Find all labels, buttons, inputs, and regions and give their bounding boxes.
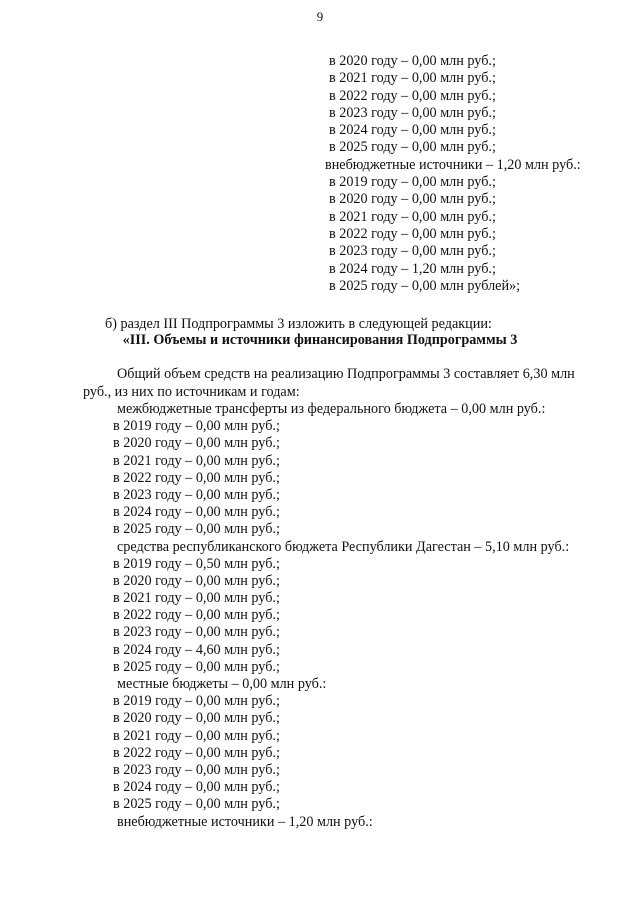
intro-line-1: Общий объем средств на реализацию Подпрограммы 3 составляет 6,30 млн <box>117 366 575 382</box>
list-item: в 2022 году – 0,00 млн руб.; <box>113 744 280 761</box>
list-item: в 2025 году – 0,00 млн руб.; <box>329 139 496 156</box>
list-item: в 2020 году – 0,00 млн руб.; <box>113 435 280 452</box>
list-item: в 2020 году – 0,00 млн руб.; <box>113 572 280 589</box>
section-b-instruction: б) раздел III Подпрограммы 3 изложить в следующей редакции: <box>105 316 492 332</box>
list-item: в 2021 году – 0,00 млн руб.; <box>113 452 280 469</box>
list-item: в 2024 году – 1,20 млн руб.; <box>329 260 496 277</box>
list-item: в 2023 году – 0,00 млн руб.; <box>329 104 496 121</box>
local-heading: местные бюджеты – 0,00 млн руб.: <box>117 676 327 692</box>
list-item: в 2022 году – 0,00 млн руб.; <box>113 469 280 486</box>
list-item: в 2021 году – 0,00 млн руб.; <box>113 727 280 744</box>
funding-blocks <box>113 401 569 831</box>
list-item: в 2024 году – 0,00 млн руб.; <box>329 122 496 139</box>
extrabudget-heading: внебюджетные источники – 1,20 млн руб.: <box>117 813 373 830</box>
list-item: в 2025 году – 0,00 млн рублей»; <box>329 277 521 294</box>
list-item: в 2019 году – 0,00 млн руб.; <box>329 174 496 191</box>
list-item: в 2022 году – 0,00 млн руб.; <box>329 225 496 242</box>
top-funding-list <box>325 53 581 295</box>
list-item: в 2025 году – 0,00 млн руб.; <box>113 521 280 538</box>
list-item: в 2023 году – 0,00 млн руб.; <box>113 486 280 503</box>
republic-heading: средства республиканского бюджета Республики Дагестан – 5,10 млн руб.: <box>117 538 570 555</box>
page-number: 9 <box>316 9 324 24</box>
list-item: в 2019 году – 0,00 млн руб.; <box>113 418 280 435</box>
federal-heading: межбюджетные трансферты из федерального бюджета – 0,00 млн руб.: <box>117 401 546 417</box>
extrabudget-heading: внебюджетные источники – 1,20 млн руб.: <box>325 156 581 173</box>
list-item: в 2022 году – 0,00 млн руб.; <box>329 87 496 104</box>
list-item: в 2025 году – 0,00 млн руб.; <box>113 796 280 813</box>
list-item: в 2024 году – 4,60 млн руб.; <box>113 641 280 658</box>
list-item: в 2019 году – 0,00 млн руб.; <box>113 693 280 710</box>
list-item: в 2023 году – 0,00 млн руб.; <box>329 243 496 260</box>
list-item: в 2024 году – 0,00 млн руб.; <box>113 779 280 796</box>
section-title: «III. Объемы и источники финансирования Подпрограммы 3 <box>122 332 518 348</box>
list-item: в 2022 году – 0,00 млн руб.; <box>113 607 280 624</box>
list-item: в 2025 году – 0,00 млн руб.; <box>113 658 280 675</box>
list-item: в 2020 году – 0,00 млн руб.; <box>113 710 280 727</box>
list-item: в 2020 году – 0,00 млн руб.; <box>329 191 496 208</box>
list-item: в 2021 году – 0,00 млн руб.; <box>329 208 496 225</box>
list-item: в 2023 году – 0,00 млн руб.; <box>113 624 280 641</box>
list-item: в 2024 году – 0,00 млн руб.; <box>113 504 280 521</box>
list-item: в 2023 году – 0,00 млн руб.; <box>113 761 280 778</box>
intro-paragraph <box>83 366 603 401</box>
list-item: в 2020 году – 0,00 млн руб.; <box>329 53 496 69</box>
list-item: в 2021 году – 0,00 млн руб.; <box>113 590 280 607</box>
list-item: в 2021 году – 0,00 млн руб.; <box>329 70 496 87</box>
intro-line-2: руб., из них по источникам и годам: <box>83 383 300 400</box>
list-item: в 2019 году – 0,50 млн руб.; <box>113 555 280 572</box>
